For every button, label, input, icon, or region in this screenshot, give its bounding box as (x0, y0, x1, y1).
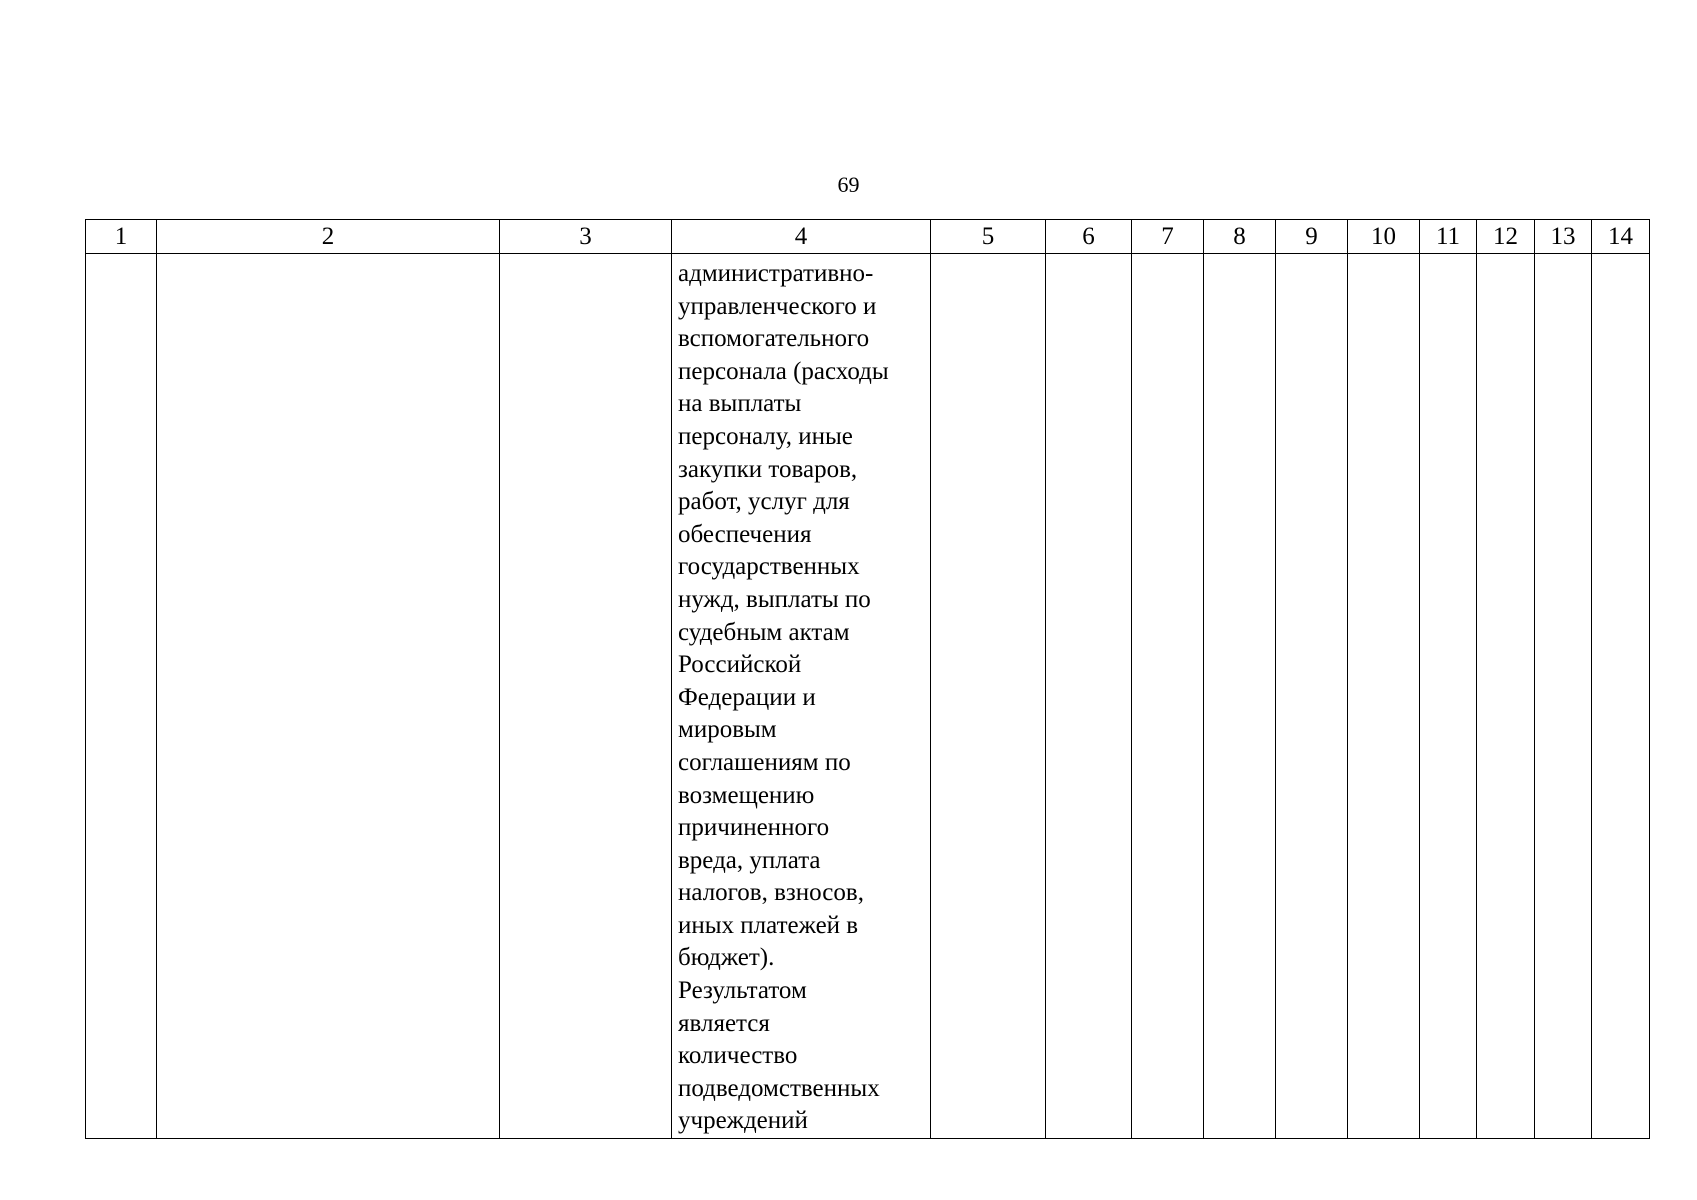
column-header-1: 1 (86, 220, 157, 254)
column-header-6: 6 (1046, 220, 1132, 254)
table-cell-col2 (157, 254, 500, 1139)
table-cell-col3 (500, 254, 672, 1139)
table-cell-col5 (931, 254, 1046, 1139)
table-cell-col4 (672, 254, 931, 1139)
cell-text-col4: административно- управленческого и вспомогательного персонала (расходы на выплаты персоналу, иные закупки товаров, работ, услуг для обеспечения государственных нужд, выплаты по судебным актам Российской Федерации и мировым соглашениям по возмещению причиненного вреда, уплата налогов, взносов, иных платежей в бюджет). Результатом является количество подведомственных учреждений (678, 260, 889, 1135)
cell-text-col10 (1348, 254, 1419, 258)
column-header-10: 10 (1348, 220, 1420, 254)
table-cell-col10 (1348, 254, 1420, 1139)
cell-text-col7 (1132, 254, 1203, 258)
cell-text-col12 (1477, 254, 1534, 258)
table-cell-col14 (1592, 254, 1650, 1139)
cell-text-col11 (1420, 254, 1476, 258)
table-row (86, 254, 1650, 1139)
cell-text-col13 (1535, 254, 1591, 258)
column-header-11: 11 (1420, 220, 1477, 254)
cell-text-col5 (931, 254, 1045, 258)
column-header-7: 7 (1132, 220, 1204, 254)
table-cell-col13 (1535, 254, 1592, 1139)
column-header-4: 4 (672, 220, 931, 254)
cell-text-col3 (500, 254, 671, 258)
table-header-row (86, 220, 1650, 254)
column-header-9: 9 (1276, 220, 1348, 254)
column-header-5: 5 (931, 220, 1046, 254)
table-cell-col12 (1477, 254, 1535, 1139)
table-cell-col7 (1132, 254, 1204, 1139)
table-cell-col9 (1276, 254, 1348, 1139)
table-cell-col8 (1204, 254, 1276, 1139)
column-header-13: 13 (1535, 220, 1592, 254)
table-cell-col11 (1420, 254, 1477, 1139)
column-header-14: 14 (1592, 220, 1650, 254)
column-header-3: 3 (500, 220, 672, 254)
cell-text-col8 (1204, 254, 1275, 258)
column-header-2: 2 (157, 220, 500, 254)
table-cell-col1 (86, 254, 157, 1139)
column-header-12: 12 (1477, 220, 1535, 254)
column-header-8: 8 (1204, 220, 1276, 254)
data-table (85, 219, 1650, 1139)
cell-text-col1 (86, 254, 156, 258)
cell-text-col6 (1046, 254, 1131, 258)
table-cell-col6 (1046, 254, 1132, 1139)
cell-text-col9 (1276, 254, 1347, 258)
page-number: 69 (837, 172, 860, 197)
cell-text-col2 (157, 254, 499, 258)
cell-text-col14 (1592, 254, 1649, 258)
